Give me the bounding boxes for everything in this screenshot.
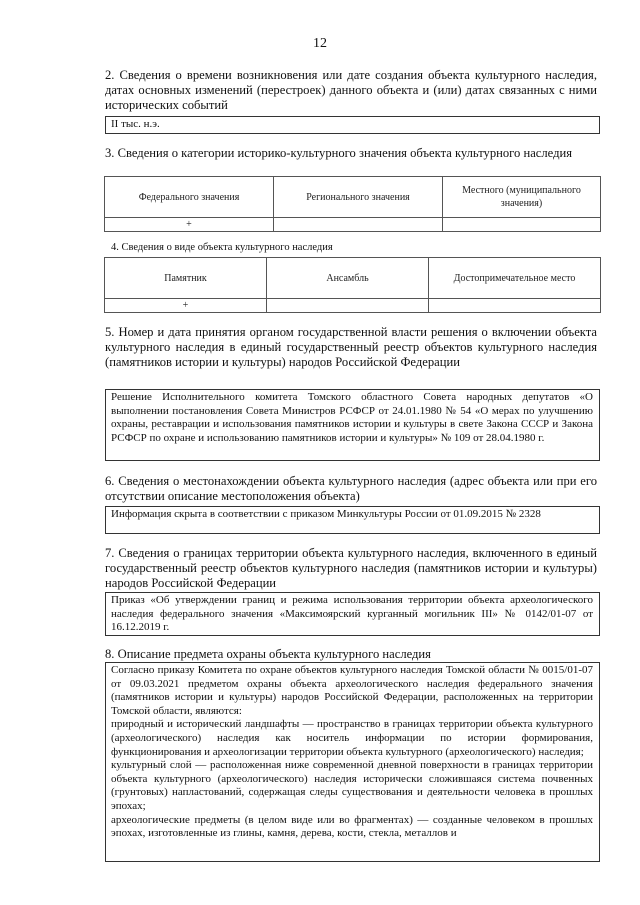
section8-paragraph: археологические предметы (в целом виде или во фрагментах) — созданные человеком в прошлых эпохах, изготовленные из глины, камня, дерева, кости, стекла, металлов и xyxy=(111,813,593,840)
section7-heading: 7. Сведения о границах территории объекта культурного наследия, включенного в единый государственный реестр объектов культурного наследия (памятников истории и культуры) народов Российской Федерации xyxy=(105,546,597,590)
section6-heading: 6. Сведения о местонахождении объекта культурного наследия (адрес объекта или при его отсутствии описание местоположения объекта) xyxy=(105,474,597,503)
category-mark-regional xyxy=(274,218,443,232)
section3-heading: 3. Сведения о категории историко-культурного значения объекта культурного наследия xyxy=(105,146,573,160)
type-table xyxy=(104,257,601,313)
type-col-ensemble: Ансамбль xyxy=(267,258,429,299)
category-col-local: Местного (муниципального значения) xyxy=(443,177,601,218)
category-col-federal: Федерального значения xyxy=(105,177,274,218)
page-number: 12 xyxy=(313,36,327,51)
section8-paragraph: культурный слой — расположенная ниже современной дневной поверхности в границах территории объекта культурного (археологического) наследия исторически сложившаяся система почвенных (грунтовых) напластований, содержащая следы существования и деятельности человека в прошлых эпохах; xyxy=(111,759,593,812)
section2-value: II тыс. н.э. xyxy=(105,116,600,134)
category-table xyxy=(104,176,601,232)
section8-heading: 8. Описание предмета охраны объекта культурного наследия xyxy=(105,647,431,661)
section2-heading: 2. Сведения о времени возникновения или дате создания объекта культурного наследия, датах основных изменений (перестроек) данного объекта и (или) датах связанных с ними исторических событий xyxy=(105,68,597,112)
category-col-regional: Регионального значения xyxy=(274,177,443,218)
section5-value: Решение Исполнительного комитета Томского областного Совета народных депутатов «О выполнении постановления Совета Министров РСФСР от 24.01.1980 № 54 «О мерах по улучшению охраны, реставрации и использования памятников истории и культуры в свете Закона СССР и Закона РСФСР по охране и использованию памятников истории и культуры» № 109 от 28.04.1980 г. xyxy=(105,389,600,461)
type-col-monument: Памятник xyxy=(105,258,267,299)
section8-value xyxy=(105,662,600,862)
type-mark-landmark xyxy=(429,299,601,313)
section8-paragraph: природный и исторический ландшафты — пространство в границах территории объекта культурного (археологического) наследия как носитель информации по истории формирования, функционирования и археологизации территории объекта культурного (археологического) наследия; xyxy=(111,718,593,758)
type-mark-monument: + xyxy=(105,299,267,313)
category-mark-federal: + xyxy=(105,218,274,232)
section7-value: Приказ «Об утверждении границ и режима использования территории объекта археологического наследия федерального значения «Максимоярский курганный могильник III» № 0142/01-07 от 16.12.2019 г. xyxy=(105,592,600,636)
section5-heading: 5. Номер и дата принятия органом государственной власти решения о включении объекта культурного наследия в единый государственный реестр объектов культурного наследия (памятников истории и культуры) народов Российской Федерации xyxy=(105,325,597,369)
type-col-landmark: Достопримечательное место xyxy=(429,258,601,299)
section4-heading: 4. Сведения о виде объекта культурного наследия xyxy=(111,242,333,253)
section6-value: Информация скрыта в соответствии с приказом Минкультуры России от 01.09.2015 № 2328 xyxy=(105,506,600,534)
type-mark-ensemble xyxy=(267,299,429,313)
category-mark-local xyxy=(443,218,601,232)
section8-paragraph: Согласно приказу Комитета по охране объектов культурного наследия Томской области № 0015/01-07 от 09.03.2021 предметом охраны объекта археологического наследия федерального значения (памятников истории и культуры) народов Российской Федерации, расположенных на территории Томской области, являются: xyxy=(111,664,593,717)
